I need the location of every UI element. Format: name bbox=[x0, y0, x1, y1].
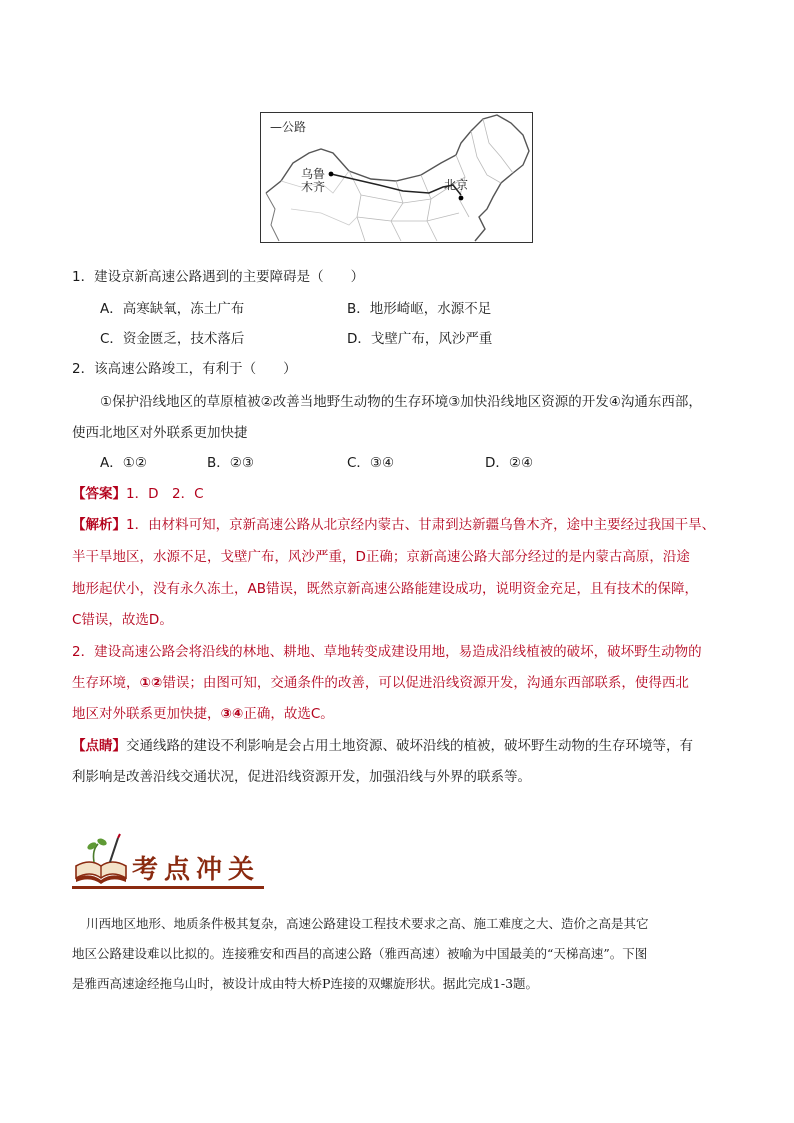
analysis-p1-l3: 地形起伏小，没有永久冻土，AB错误，既然京新高速公路能建设成功，说明资金充足，且有技术的保障， bbox=[72, 581, 698, 597]
analysis-line-1 bbox=[72, 510, 732, 540]
q2-option-d: D．②④ bbox=[485, 455, 534, 471]
analysis-p2-l2c: 错误；由图可知，交通条件的改善，可以促进沿线资源开发，沟通东西部联系，使得西北 bbox=[162, 675, 689, 691]
q1-option-a: A．高寒缺氧，冻土广布 bbox=[100, 301, 245, 317]
question-2-items-cont: 使西北地区对外联系更加快捷 bbox=[72, 425, 248, 441]
analysis-p2-l3a: 地区对外联系更加快捷， bbox=[72, 706, 221, 722]
analysis-p2-l1: 2．建设高速公路会将沿线的林地、耕地、草地转变成建设用地，易造成沿线植被的破坏，破坏野生动物的 bbox=[72, 644, 702, 660]
analysis-p2-l3b: ③④ bbox=[220, 706, 244, 722]
map-legend-highway: —公路 bbox=[270, 120, 307, 134]
analysis-p1-l1: 1．由材料可知，京新高速公路从北京经内蒙古、甘肃到达新疆乌鲁木齐，途中主要经过我国干旱、 bbox=[126, 517, 716, 533]
china-highway-map bbox=[260, 112, 533, 243]
open-book-icon bbox=[72, 832, 130, 886]
map-label-urumqi: 乌鲁木齐 bbox=[301, 167, 326, 194]
q2-option-c: C．③④ bbox=[347, 455, 395, 471]
analysis-p2-l2b: ①② bbox=[139, 675, 163, 691]
comment-tag: 【点睛】 bbox=[72, 738, 126, 754]
section-underline bbox=[72, 886, 264, 889]
analysis-p1-l2: 半干旱地区，水源不足，戈壁广布，风沙严重，D正确；京新高速公路大部分经过的是内蒙古高原，沿途 bbox=[72, 549, 690, 565]
q2-option-a: A．①② bbox=[100, 455, 147, 471]
question-2-items: ①保护沿线地区的草原植被②改善当地野生动物的生存环境③加快沿线地区资源的开发④沟通东西部， bbox=[100, 394, 702, 410]
map-label-beijing: 北京 bbox=[444, 178, 469, 192]
answer-tag: 【答案】 bbox=[72, 486, 126, 502]
question-1-stem: 1．建设京新高速公路遇到的主要障碍是（ ） bbox=[72, 269, 365, 285]
q1-option-c: C．资金匮乏，技术落后 bbox=[100, 331, 245, 347]
analysis-p2-l2 bbox=[72, 668, 732, 698]
passage-line-1: 川西地区地形、地质条件极其复杂，高速公路建设工程技术要求之高、施工难度之大、造价之高是其它 bbox=[86, 916, 649, 931]
passage-line-2: 地区公路建设难以比拟的。连接雅安和西昌的高速公路（雅西高速）被喻为中国最美的“天梯高速”。下图 bbox=[72, 946, 648, 961]
analysis-p2-l3 bbox=[72, 699, 732, 729]
q1-option-b: B．地形崎岖，水源不足 bbox=[347, 301, 492, 317]
passage-line-3: 是雅西高速途经拖乌山时，被设计成由特大桥P连接的双螺旋形状。据此完成1-3题。 bbox=[72, 976, 539, 991]
answer-line bbox=[72, 479, 732, 509]
analysis-tag: 【解析】 bbox=[72, 517, 126, 533]
analysis-p2-l2a: 生存环境， bbox=[72, 675, 140, 691]
comment-l2: 利影响是改善沿线交通状况，促进沿线资源开发，加强沿线与外界的联系等。 bbox=[72, 769, 531, 785]
q2-option-b: B．②③ bbox=[207, 455, 254, 471]
section-title: 考点冲关 bbox=[132, 855, 261, 885]
comment-line-1 bbox=[72, 731, 732, 761]
question-2-stem: 2．该高速公路竣工，有利于（ ） bbox=[72, 361, 297, 377]
analysis-p1-l4: C错误，故选D。 bbox=[72, 612, 173, 628]
answer-text: 1．D 2．C bbox=[126, 486, 204, 502]
section-header bbox=[72, 832, 264, 892]
q1-option-d: D．戈壁广布，风沙严重 bbox=[347, 331, 493, 347]
comment-l1: 交通线路的建设不利影响是会占用土地资源、破坏沿线的植被，破坏野生动物的生存环境等，有 bbox=[126, 738, 693, 754]
analysis-p2-l3c: 正确，故选C。 bbox=[243, 706, 334, 722]
